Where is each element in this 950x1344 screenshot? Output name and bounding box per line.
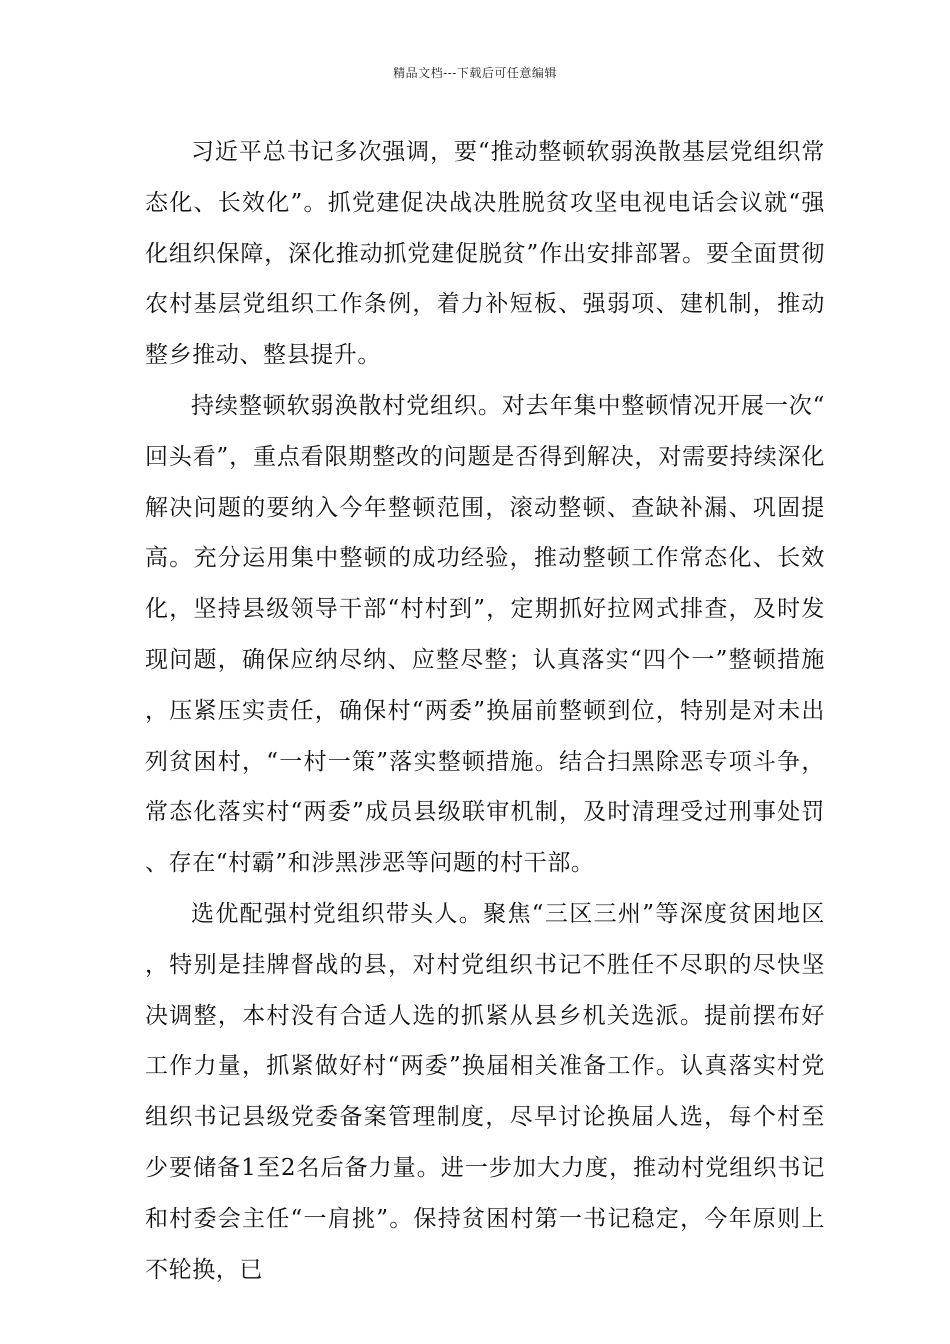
document-body [145, 127, 825, 1295]
paragraph-rectify-weak-organizations: 持续整顿软弱涣散村党组织。对去年集中整顿情况开展一次“回头看”，重点看限期整改的问题是否得到解决，对需要持续深化解决问题的要纳入今年整顿范围，滚动整顿、查缺补漏、巩固提高。充分运用集中整顿的成功经验，推动整顿工作常态化、长效化，坚持县级领导干部“村村到”，定期抓好拉网式排查，及时发现问题，确保应纳尽纳、应整尽整；认真落实“四个一”整顿措施，压紧压实责任，确保村“两委”换届前整顿到位，特别是对未出列贫困村，“一村一策”落实整顿措施。结合扫黑除恶专项斗争，常态化落实村“两委”成员县级联审机制，及时清理受过刑事处罚、存在“村霸”和涉黑涉恶等问题的村干部。 [145, 392, 825, 877]
paragraph-intro: 习近平总书记多次强调，要“推动整顿软弱涣散基层党组织常态化、长效化”。抓党建促决战决胜脱贫攻坚电视电话会议就“强化组织保障，深化推动抓党建促脱贫”作出安排部署。要全面贯彻农村基层党组织工作条例，着力补短板、强弱项、建机制，推动整乡推动、整县提升。 [145, 139, 825, 369]
page-header: 精品文档---下载后可任意编辑 [393, 66, 557, 80]
paragraph-select-leaders: 选优配强村党组织带头人。聚焦“三区三州”等深度贫困地区，特别是挂牌督战的县，对村党组织书记不胜任不尽职的尽快坚决调整，本村没有合适人选的抓紧从县乡机关选派。提前摆布好工作力量，抓紧做好村“两委”换届相关准备工作。认真落实村党组织书记县级党委备案管理制度，尽早讨论换届人选，每个村至少要储备1至2名后备力量。进一步加大力度，推动村党组织书记和村委会主任“一肩挑”。保持贫困村第一书记稳定，今年原则上不轮换，已 [145, 900, 825, 1283]
